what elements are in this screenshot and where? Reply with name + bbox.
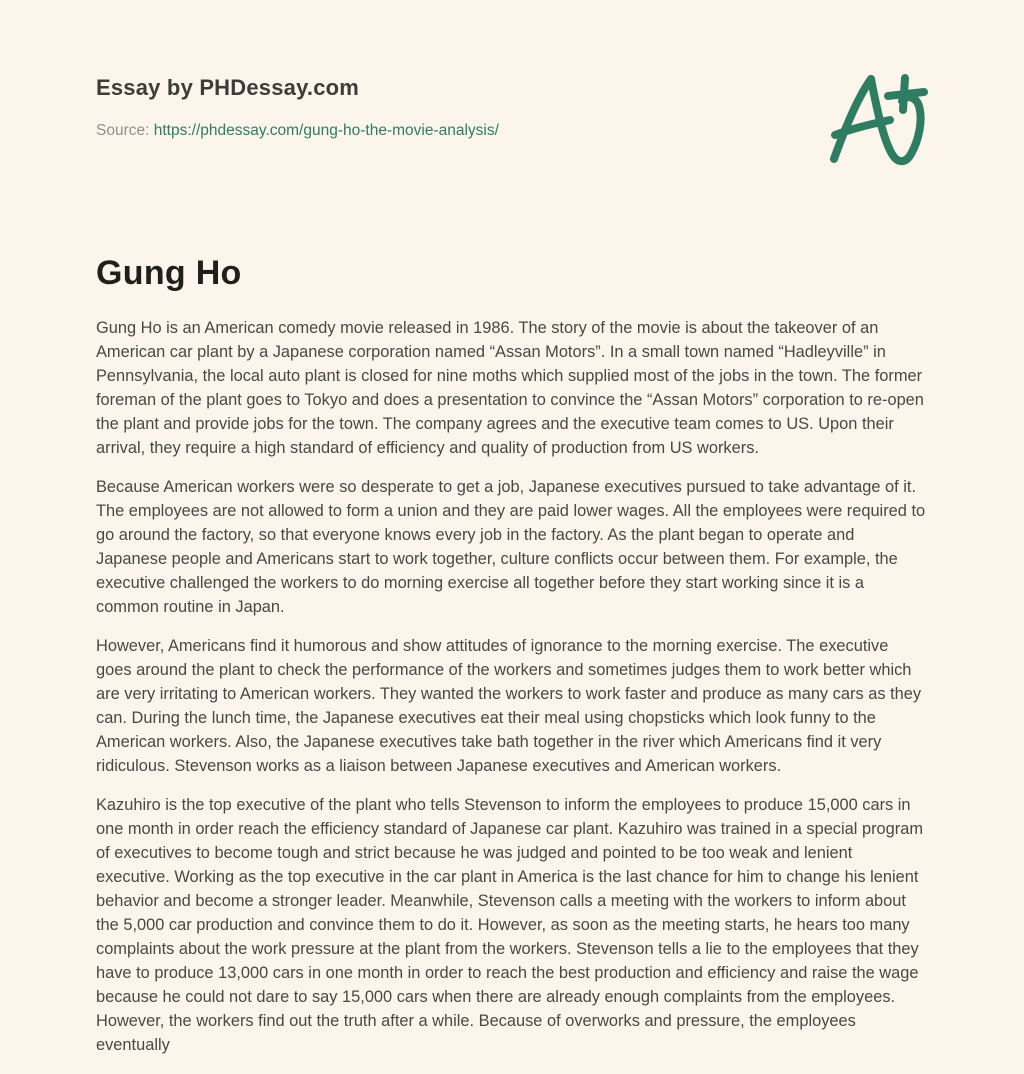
a-plus-logo bbox=[824, 58, 962, 180]
essay-title: Gung Ho bbox=[96, 254, 242, 292]
essay-paragraph: Because American workers were so desperate to get a job, Japanese executives pursued to take advantage of it. The employees are not allowed to form a union and they are paid lower wages. All the employees were required to go around the factory, so that everyone knows every job in the factory. As the plant began to operate and Japanese people and Americans start to work together, culture conflicts occur between them. For example, the executive challenged the workers to do morning exercise all together before they start working since it is a common routine in Japan. bbox=[96, 478, 926, 616]
source-row bbox=[96, 121, 928, 141]
essay-paragraph: Gung Ho is an American comedy movie released in 1986. The story of the movie is about the takeover of an American car plant by a Japanese corporation named “Assan Motors”. In a small town named “Hadleyville” in Pennsylvania, the local auto plant is closed for nine moths which supplied most of the jobs in the town. The former foreman of the plant goes to Tokyo and does a presentation to convince the “Assan Motors” corporation to re-open the plant and provide jobs for the town. The company agrees and the executive team comes to US. Upon their arrival, they require a high standard of efficiency and quality of production from US workers. bbox=[96, 319, 924, 457]
a-plus-logo-strokes bbox=[834, 78, 924, 161]
essay-paragraph: Kazuhiro is the top executive of the plant who tells Stevenson to inform the employees to produce 15,000 cars in one month in order reach the efficiency standard of Japanese car plant. Kazuhiro was trained in a special program of executives to become tough and strict because he was judged and pointed to be too weak and lenient executive. Working as the top executive in the car plant in America is the last chance for him to change his lenient behavior and become a stronger leader. Meanwhile, Stevenson calls a meeting with the workers to inform about the 5,000 car production and convince them to do it. However, as soon as the meeting starts, he hears too many complaints about the work pressure at the plant from the workers. Stevenson tells a lie to the employees that they have to produce 13,000 cars in one month in order to reach the best production and efficiency and raise the wage because he could not dare to say 15,000 cars when there are already enough complaints from the employees. However, the workers find out the truth after a while. Because of overworks and pressure, the employees eventually bbox=[96, 796, 923, 1054]
byline: Essay by PHDessay.com bbox=[96, 75, 360, 100]
source-link[interactable]: https://phdessay.com/gung-ho-the-movie-analysis/ bbox=[153, 122, 499, 139]
source-label: Source: bbox=[96, 122, 150, 139]
essay-body bbox=[96, 316, 928, 1057]
essay-paragraph: However, Americans find it humorous and show attitudes of ignorance to the morning exercise. The executive goes around the plant to check the performance of the workers and sometimes judges them to work better which are very irritating to American workers. They wanted the workers to work faster and produce as many cars as they can. During the lunch time, the Japanese executives eat their meal using chopsticks which look funny to the American workers. Also, the Japanese executives take bath together in the river which Americans find it very ridiculous. Stevenson works as a liaison between Japanese executives and American workers. bbox=[96, 637, 922, 775]
